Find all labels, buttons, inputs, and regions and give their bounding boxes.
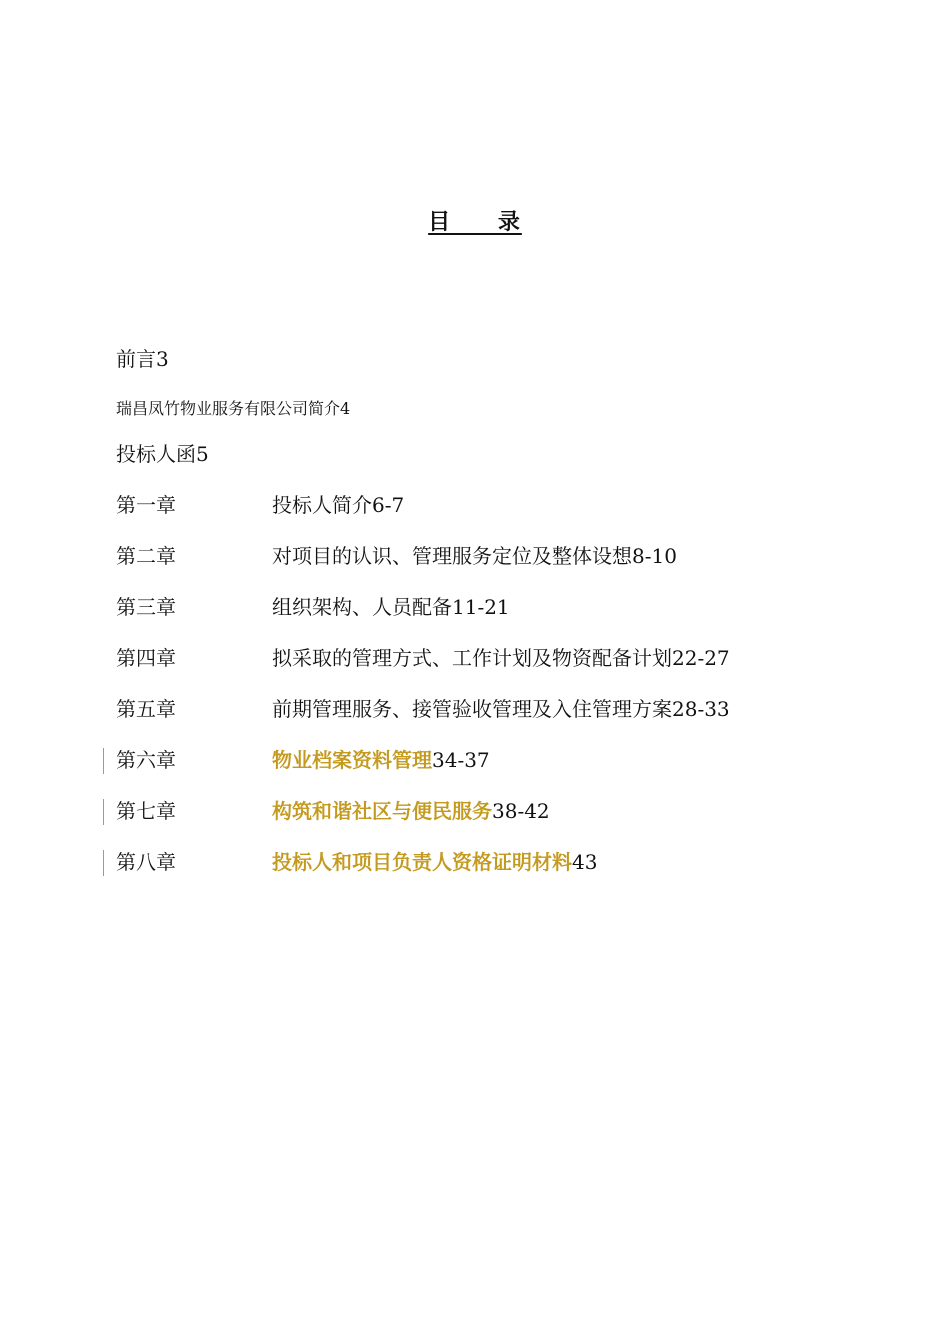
toc-entry-label: 前言 bbox=[116, 347, 156, 371]
toc-chapter-5[interactable] bbox=[116, 694, 730, 724]
chapter-number: 第一章 bbox=[116, 493, 176, 517]
chapter-pages: 11-21 bbox=[452, 595, 510, 619]
chapter-title: 投标人和项目负责人资格证明材料 bbox=[272, 850, 572, 874]
toc-chapter-8[interactable] bbox=[116, 847, 597, 877]
toc-entry-page: 4 bbox=[340, 399, 351, 418]
chapter-number: 第五章 bbox=[116, 697, 176, 721]
chapter-pages: 28-33 bbox=[672, 697, 730, 721]
chapter-title: 投标人简介 bbox=[272, 493, 372, 517]
toc-entry-preface[interactable] bbox=[116, 344, 169, 374]
toc-entry-company-intro[interactable] bbox=[116, 394, 350, 424]
revision-mark bbox=[103, 799, 104, 825]
chapter-title: 组织架构、人员配备 bbox=[272, 595, 452, 619]
chapter-number: 第七章 bbox=[116, 799, 176, 823]
toc-chapter-4[interactable] bbox=[116, 643, 730, 673]
chapter-pages: 22-27 bbox=[672, 646, 730, 670]
chapter-number: 第二章 bbox=[116, 544, 176, 568]
toc-chapter-7[interactable] bbox=[116, 796, 550, 826]
chapter-title: 前期管理服务、接管验收管理及入住管理方案 bbox=[272, 697, 672, 721]
toc-entry-label: 投标人函 bbox=[116, 442, 196, 466]
chapter-title: 拟采取的管理方式、工作计划及物资配备计划 bbox=[272, 646, 672, 670]
chapter-pages: 34-37 bbox=[432, 748, 490, 772]
toc-chapter-1[interactable] bbox=[116, 490, 404, 520]
chapter-title: 物业档案资料管理 bbox=[272, 748, 432, 772]
toc-entry-page: 5 bbox=[196, 442, 209, 466]
chapter-pages: 8-10 bbox=[632, 544, 677, 568]
toc-entry-page: 3 bbox=[156, 347, 169, 371]
chapter-pages: 38-42 bbox=[492, 799, 550, 823]
chapter-title: 构筑和谐社区与便民服务 bbox=[272, 799, 492, 823]
revision-mark bbox=[103, 850, 104, 876]
toc-chapter-2[interactable] bbox=[116, 541, 677, 571]
toc-chapter-3[interactable] bbox=[116, 592, 510, 622]
revision-mark bbox=[103, 748, 104, 774]
page-title bbox=[0, 205, 950, 236]
chapter-number: 第六章 bbox=[116, 748, 176, 772]
page-title-text: 目 录 bbox=[428, 209, 522, 235]
toc-entry-bid-letter[interactable] bbox=[116, 439, 209, 469]
chapter-number: 第四章 bbox=[116, 646, 176, 670]
chapter-title: 对项目的认识、管理服务定位及整体设想 bbox=[272, 544, 632, 568]
chapter-pages: 6-7 bbox=[372, 493, 405, 517]
chapter-pages: 43 bbox=[572, 850, 598, 874]
toc-entry-label: 瑞昌凤竹物业服务有限公司简介 bbox=[116, 399, 341, 418]
chapter-number: 第八章 bbox=[116, 850, 176, 874]
chapter-number: 第三章 bbox=[116, 595, 176, 619]
toc-chapter-6[interactable] bbox=[116, 745, 490, 775]
